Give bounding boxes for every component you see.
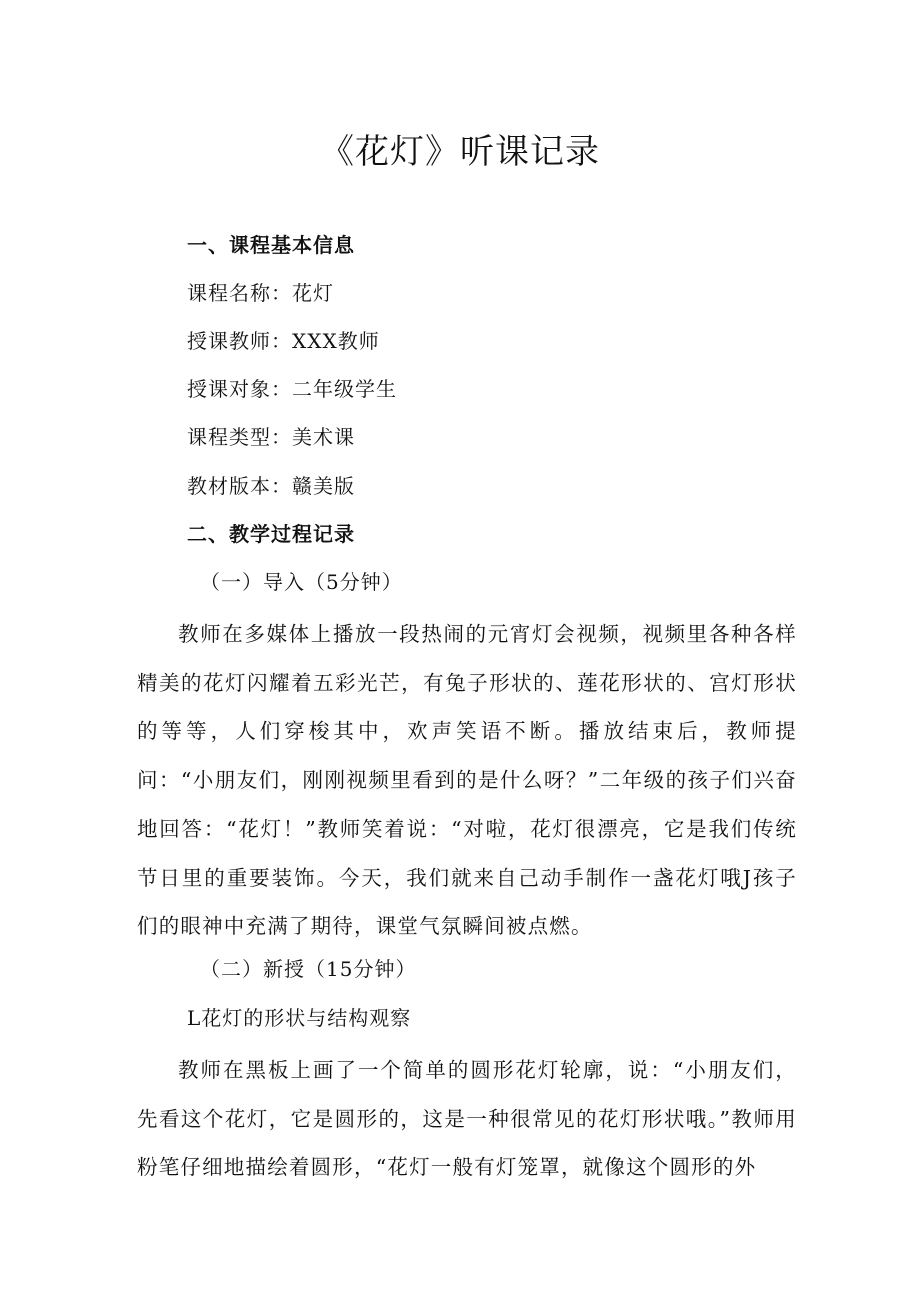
field-course-type: 课程类型：美术课 — [187, 425, 355, 449]
subsection-heading-new-lesson: （二）新授（15分钟） — [200, 957, 417, 981]
field-audience: 授课对象：二年级学生 — [187, 377, 397, 401]
document-title: 《花灯》听课记录 — [320, 132, 600, 172]
field-course-name: 课程名称：花灯 — [187, 281, 334, 305]
section-heading-teaching-process: 二、教学过程记录 — [187, 522, 355, 546]
field-teacher: 授课教师：XXX教师 — [187, 329, 380, 353]
item-heading-shape-structure: L花灯的形状与结构观察 — [187, 1006, 412, 1030]
paragraph-new-lesson: 教师在黑板上画了一个简单的圆形花灯轮廓，说：“小朋友们，先看这个花灯，它是圆形的，这是一种很常见的花灯形状哦。”教师用粉笔仔细地描绘着圆形，“花灯一般有灯笼罩，就像这个圆形的外 — [137, 1058, 797, 1180]
paragraph-introduction: 教师在多媒体上播放一段热闹的元宵灯会视频，视频里各种各样精美的花灯闪耀着五彩光芒，有兔子形状的、莲花形状的、宫灯形状的等等，人们穿梭其中，欢声笑语不断。播放结束后，教师提问：“小朋友们，刚刚视频里看到的是什么呀？”二年级的孩子们兴奋地回答：“花灯！”教师笑着说：“对啦，花灯很漂亮，它是我们传统节日里的重要装饰。今天，我们就来自己动手制作一盏花灯哦J孩子们的眼神中充满了期待，课堂气氛瞬间被点燃。 — [137, 622, 797, 939]
section-heading-basic-info: 一、课程基本信息 — [187, 233, 355, 257]
subsection-heading-introduction: （一）导入（5分钟） — [200, 570, 403, 594]
field-textbook-version: 教材版本：赣美版 — [187, 474, 355, 498]
